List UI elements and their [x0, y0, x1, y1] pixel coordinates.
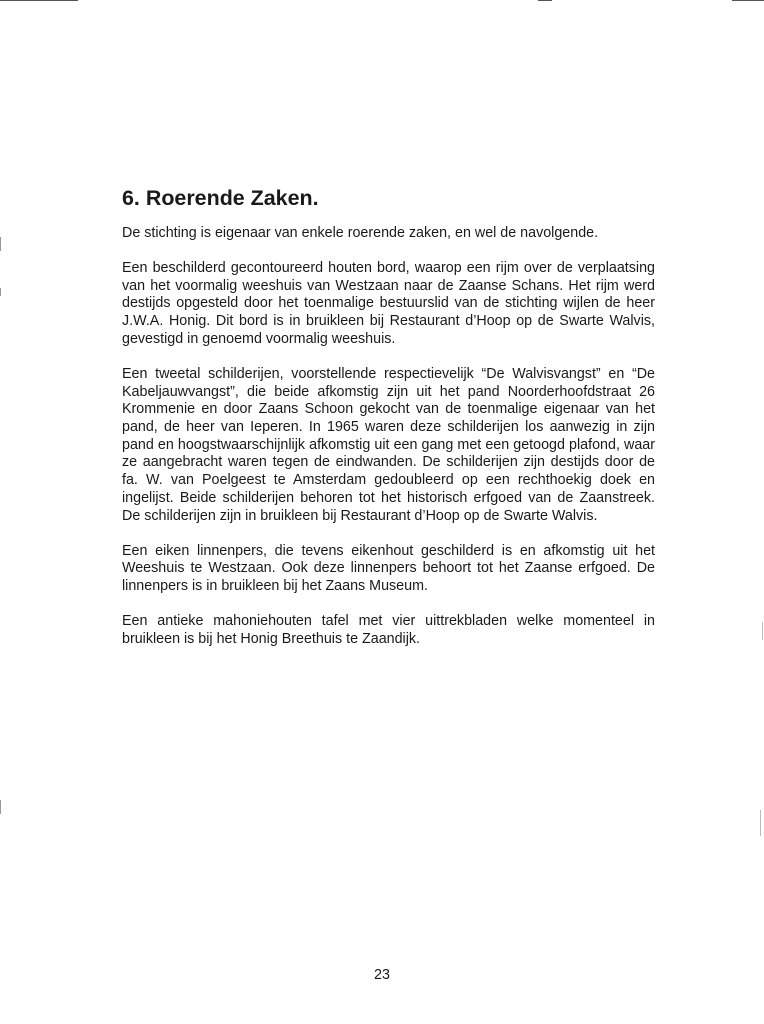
section-heading: 6. Roerende Zaken. — [122, 186, 319, 210]
scan-edge-mark — [0, 800, 1, 814]
paragraph-schilderijen: Een tweetal schilderijen, voorstellende respectievelijk “De Walvisvangst” en “De Kabeljauwvangst”, die beide afkomstig zijn uit het pand Noorderhoofdstraat 26 Krommenie en door Zaans Schoon gekocht van de toenmalige eigenaar van het pand, de heer van Ieperen. In 1965 waren deze schilderijen los aanwezig in zijn pand en hoogstwaarschijnlijk afkomstig uit een gang met een getoogd plafond, waar ze aangebracht waren tegen de eindwanden. De schilderijen zijn destijds door de fa. W. van Poelgeest te Amsterdam gedoubleerd op een rechthoekig doek en ingelijst. Beide schilderijen behoren tot het historisch erfgoed van de Zaanstreek. De schilderijen zijn in bruikleen bij Restaurant d’Hoop op de Swarte Walvis. — [122, 365, 655, 524]
scan-edge-mark — [760, 810, 761, 836]
paragraph-tafel: Een antieke mahoniehouten tafel met vier uittrekbladen welke momenteel in bruikleen is bij het Honig Breethuis te Zaandijk. — [122, 613, 655, 648]
scan-edge-mark — [0, 237, 1, 251]
page-number: 23 — [374, 967, 390, 983]
scan-edge-mark — [0, 0, 78, 1]
scan-edge-mark — [732, 0, 764, 1]
scan-edge-mark — [762, 622, 763, 640]
paragraph-intro: De stichting is eigenaar van enkele roerende zaken, en wel de navolgende. — [122, 224, 599, 241]
scan-edge-mark — [0, 288, 1, 296]
paragraph-houten-bord: Een beschilderd gecontoureerd houten bord, waarop een rijm over de verplaatsing van het voormalig weeshuis van Westzaan naar de Zaanse Schans. Het rijm werd destijds opgesteld door het toenmalige bestuurslid van de stichting wijlen de heer J.W.A. Honig. Dit bord is in bruikleen bij Restaurant d’Hoop op de Swarte Walvis, gevestigd in genoemd voormalig weeshuis. — [122, 259, 655, 347]
scan-edge-mark — [538, 0, 552, 1]
document-body — [122, 186, 655, 649]
paragraph-linnenpers: Een eiken linnenpers, die tevens eikenhout geschilderd is en afkomstig uit het Weeshuis te Westzaan. Ook deze linnenpers behoort tot het Zaanse erfgoed. De linnenpers is in bruikleen bij het Zaans Museum. — [122, 542, 655, 595]
